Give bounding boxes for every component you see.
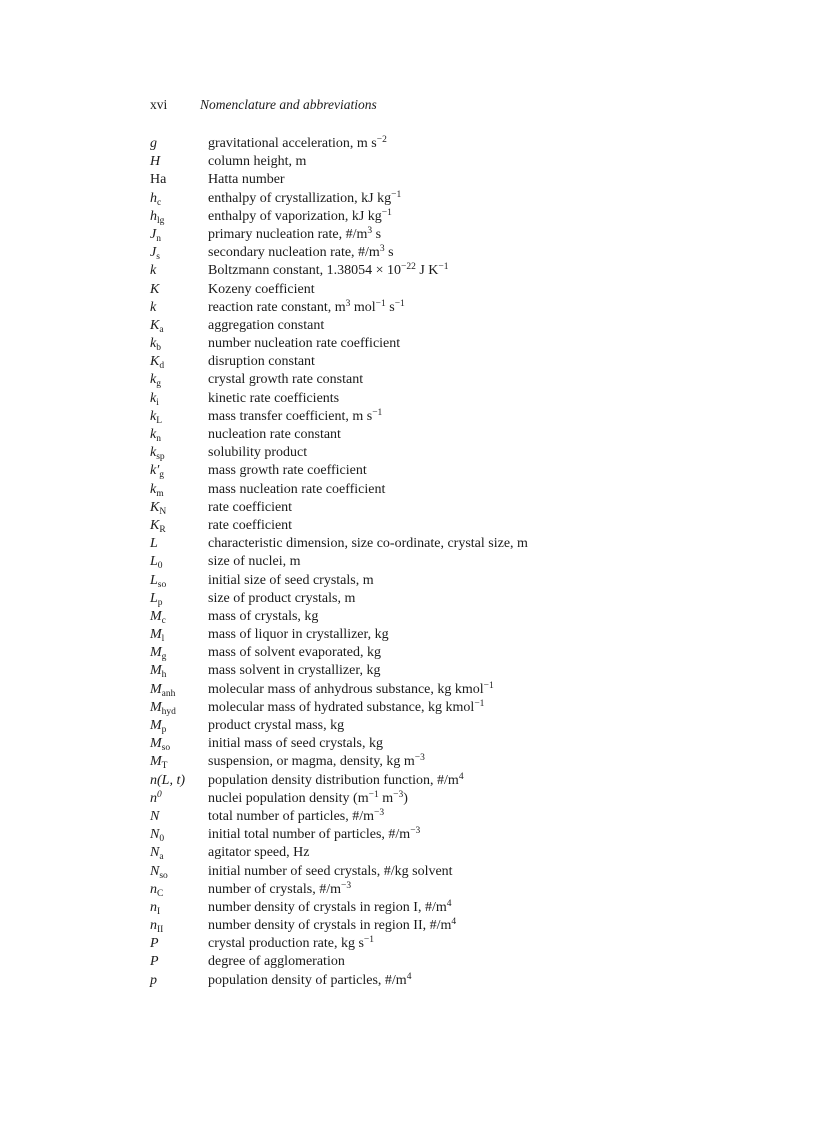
nomenclature-entry — [150, 371, 528, 389]
entry-symbol: $k_g$ — [150, 372, 161, 390]
entry-definition: aggregation constant — [208, 317, 325, 333]
entry-definition: Boltzmann constant, $1.38054 \times 10^{-22}$ J $K^{-1}$ — [208, 262, 449, 279]
nomenclature-entry — [150, 681, 528, 699]
entry-definition: product crystal mass, kg — [208, 718, 345, 733]
page-number: xvi — [150, 97, 168, 112]
entry-symbol: $K_R$ — [150, 517, 166, 535]
entry-symbol: $M_h$ — [150, 663, 167, 681]
nomenclature-entry — [150, 699, 528, 717]
nomenclature-entry — [150, 826, 528, 844]
entry-definition: initial mass of seed crystals, kg — [208, 736, 383, 752]
entry-symbol: K — [150, 281, 160, 297]
entry-definition: crystal production rate, kg $s^{-1}$ — [208, 935, 375, 952]
entry-symbol: $M_c$ — [150, 608, 166, 626]
nomenclature-entry — [150, 335, 528, 353]
entry-definition: initial size of seed crystals, m — [208, 572, 374, 588]
nomenclature-entry — [150, 317, 528, 335]
nomenclature-entry — [150, 226, 528, 244]
entry-definition: degree of agglomeration — [208, 954, 345, 970]
entry-definition: mass solvent in crystallizer, kg — [208, 663, 381, 679]
nomenclature-entry — [150, 208, 528, 226]
entry-definition: nuclei population density ($m^{-1}$ $m^{-3}$) — [208, 789, 408, 806]
nomenclature-entry — [150, 917, 528, 935]
entry-definition: disruption constant — [208, 354, 315, 370]
entry-symbol: n(L, t) — [150, 772, 185, 788]
entry-symbol: $K_d$ — [150, 354, 165, 372]
nomenclature-entry — [150, 353, 528, 371]
entry-symbol: $N_0$ — [150, 827, 165, 845]
entry-symbol: $K_a$ — [150, 317, 164, 335]
entry-definition: reaction rate constant, $m^3$ mol$^{-1}$ $s^{-1}$ — [208, 298, 405, 315]
entry-definition: rate coefficient — [208, 499, 293, 515]
entry-symbol: $J_s$ — [150, 245, 160, 263]
entry-definition: number density of crystals in region I, $\#/m^4$ — [208, 898, 452, 915]
entry-definition: Kozeny coefficient — [208, 281, 315, 297]
nomenclature-entry — [150, 481, 528, 499]
entry-symbol: $k_L$ — [150, 408, 163, 426]
entry-symbol: g — [150, 136, 157, 151]
running-title: Nomenclature and abbreviations — [200, 97, 377, 112]
nomenclature-list — [150, 135, 528, 990]
entry-definition: solubility product — [208, 445, 308, 461]
nomenclature-entry — [150, 408, 528, 426]
entry-symbol: p — [150, 972, 157, 988]
nomenclature-entry — [150, 844, 528, 862]
entry-symbol: $N_a$ — [150, 845, 164, 863]
nomenclature-entry — [150, 899, 528, 917]
entry-symbol: k — [150, 299, 157, 315]
entry-symbol: $M_{hyd}$ — [150, 699, 176, 717]
entry-symbol: $M_l$ — [150, 627, 165, 645]
entry-symbol: $k_n$ — [150, 427, 161, 444]
entry-definition: primary nucleation rate, $\#/m^3$ s — [208, 225, 382, 242]
entry-definition: nucleation rate constant — [208, 427, 341, 442]
entry-symbol: $L_p$ — [150, 590, 163, 608]
entry-definition: population density of particles, $\#/m^4$ — [208, 971, 412, 988]
entry-definition: number nucleation rate coefficient — [208, 336, 401, 352]
entry-symbol: $k_{sp}$ — [150, 445, 165, 463]
nomenclature-entry — [150, 590, 528, 608]
entry-symbol: $L_0$ — [150, 554, 163, 572]
entry-definition: total number of particles, $\#/m^{-3}$ — [208, 807, 385, 824]
nomenclature-entry — [150, 790, 528, 808]
nomenclature-entry — [150, 808, 528, 826]
entry-definition: initial number of seed crystals, #/kg solvent — [208, 863, 453, 879]
entry-definition: molecular mass of anhydrous substance, kg kmol$^{-1}$ — [208, 680, 494, 697]
entry-definition: molecular mass of hydrated substance, kg kmol$^{-1}$ — [208, 698, 485, 715]
entry-symbol: $M_g$ — [150, 645, 167, 663]
nomenclature-entry — [150, 644, 528, 662]
entry-definition: population density distribution function, $\#/m^4$ — [208, 771, 464, 788]
entry-definition: enthalpy of vaporization, kJ $kg^{-1}$ — [208, 207, 392, 224]
entry-definition: mass nucleation rate coefficient — [208, 481, 386, 497]
nomenclature-entry — [150, 390, 528, 408]
nomenclature-entry — [150, 608, 528, 626]
entry-symbol: $k_m$ — [150, 481, 164, 499]
entry-definition: column height, m — [208, 154, 307, 170]
entry-definition: Hatta number — [208, 172, 285, 188]
nomenclature-entry — [150, 553, 528, 571]
nomenclature-entry — [150, 662, 528, 680]
entry-definition: mass of solvent evaporated, kg — [208, 645, 382, 661]
entry-symbol: $k_b$ — [150, 336, 161, 354]
nomenclature-entry — [150, 462, 528, 480]
nomenclature-entry — [150, 863, 528, 881]
nomenclature-entry — [150, 262, 528, 280]
entry-symbol: $h_{lg}$ — [150, 208, 165, 226]
entry-definition: kinetic rate coefficients — [208, 390, 340, 406]
nomenclature-entry — [150, 499, 528, 517]
entry-symbol: $M_{so}$ — [150, 736, 171, 754]
running-header — [150, 97, 377, 113]
nomenclature-entry — [150, 772, 528, 790]
entry-symbol: $n^0$ — [150, 789, 162, 806]
entry-symbol: P — [150, 936, 159, 952]
entry-symbol: L — [150, 536, 158, 552]
nomenclature-entry — [150, 935, 528, 953]
entry-definition: mass growth rate coefficient — [208, 463, 367, 479]
entry-symbol: $k'_g$ — [150, 463, 165, 481]
entry-definition: size of nuclei, m — [208, 554, 301, 570]
entry-symbol: H — [150, 154, 161, 170]
entry-symbol: k — [150, 263, 157, 279]
entry-symbol: $M_p$ — [150, 718, 167, 735]
nomenclature-entry — [150, 535, 528, 553]
entry-definition: size of product crystals, m — [208, 590, 356, 606]
entry-symbol: $h_c$ — [150, 190, 162, 208]
entry-definition: gravitational acceleration, m $s^{-2}$ — [208, 135, 387, 151]
nomenclature-entry — [150, 881, 528, 899]
nomenclature-entry — [150, 281, 528, 299]
entry-symbol: P — [150, 954, 159, 970]
nomenclature-entry — [150, 135, 528, 153]
nomenclature-entry — [150, 626, 528, 644]
nomenclature-entry — [150, 735, 528, 753]
entry-symbol: $M_T$ — [150, 754, 168, 772]
nomenclature-entry — [150, 426, 528, 444]
entry-definition: secondary nucleation rate, $\#/m^3$ s — [208, 244, 394, 261]
entry-definition: number of crystals, $\#/m^{-3}$ — [208, 880, 352, 897]
entry-symbol: Ha — [150, 172, 167, 188]
entry-definition: initial total number of particles, $\#/m^{-3}$ — [208, 826, 421, 843]
entry-symbol: N — [150, 808, 160, 824]
entry-definition: rate coefficient — [208, 517, 293, 533]
nomenclature-entry — [150, 444, 528, 462]
nomenclature-entry — [150, 190, 528, 208]
entry-symbol: $J_n$ — [150, 226, 161, 244]
entry-definition: number density of crystals in region II, $\#/m^4$ — [208, 917, 457, 934]
entry-definition: characteristic dimension, size co-ordinate, crystal size, m — [208, 536, 528, 552]
entry-definition: mass of liquor in crystallizer, kg — [208, 627, 389, 643]
entry-symbol: $L_{so}$ — [150, 572, 167, 590]
entry-symbol: $n_{II}$ — [150, 918, 164, 936]
nomenclature-entry — [150, 572, 528, 590]
entry-symbol: $k_i$ — [150, 390, 159, 408]
entry-definition: crystal growth rate constant — [208, 372, 364, 388]
entry-definition: agitator speed, Hz — [208, 845, 310, 861]
nomenclature-entry — [150, 972, 528, 990]
entry-definition: mass of crystals, kg — [208, 608, 319, 624]
nomenclature-entry — [150, 517, 528, 535]
nomenclature-entry — [150, 299, 528, 317]
entry-symbol: $n_C$ — [150, 881, 164, 899]
nomenclature-entry — [150, 717, 528, 735]
entry-definition: enthalpy of crystallization, kJ $kg^{-1}$ — [208, 189, 402, 206]
entry-symbol: $M_{anh}$ — [150, 681, 176, 699]
entry-definition: suspension, or magma, density, kg $m^{-3}$ — [208, 753, 425, 770]
entry-symbol: $n_I$ — [150, 899, 161, 917]
nomenclature-entry — [150, 171, 528, 189]
nomenclature-entry — [150, 953, 528, 971]
nomenclature-entry — [150, 244, 528, 262]
nomenclature-entry — [150, 153, 528, 171]
entry-symbol: $K_N$ — [150, 499, 167, 517]
entry-definition: mass transfer coefficient, m $s^{-1}$ — [208, 407, 383, 424]
entry-symbol: $N_{so}$ — [150, 863, 168, 881]
nomenclature-entry — [150, 753, 528, 771]
